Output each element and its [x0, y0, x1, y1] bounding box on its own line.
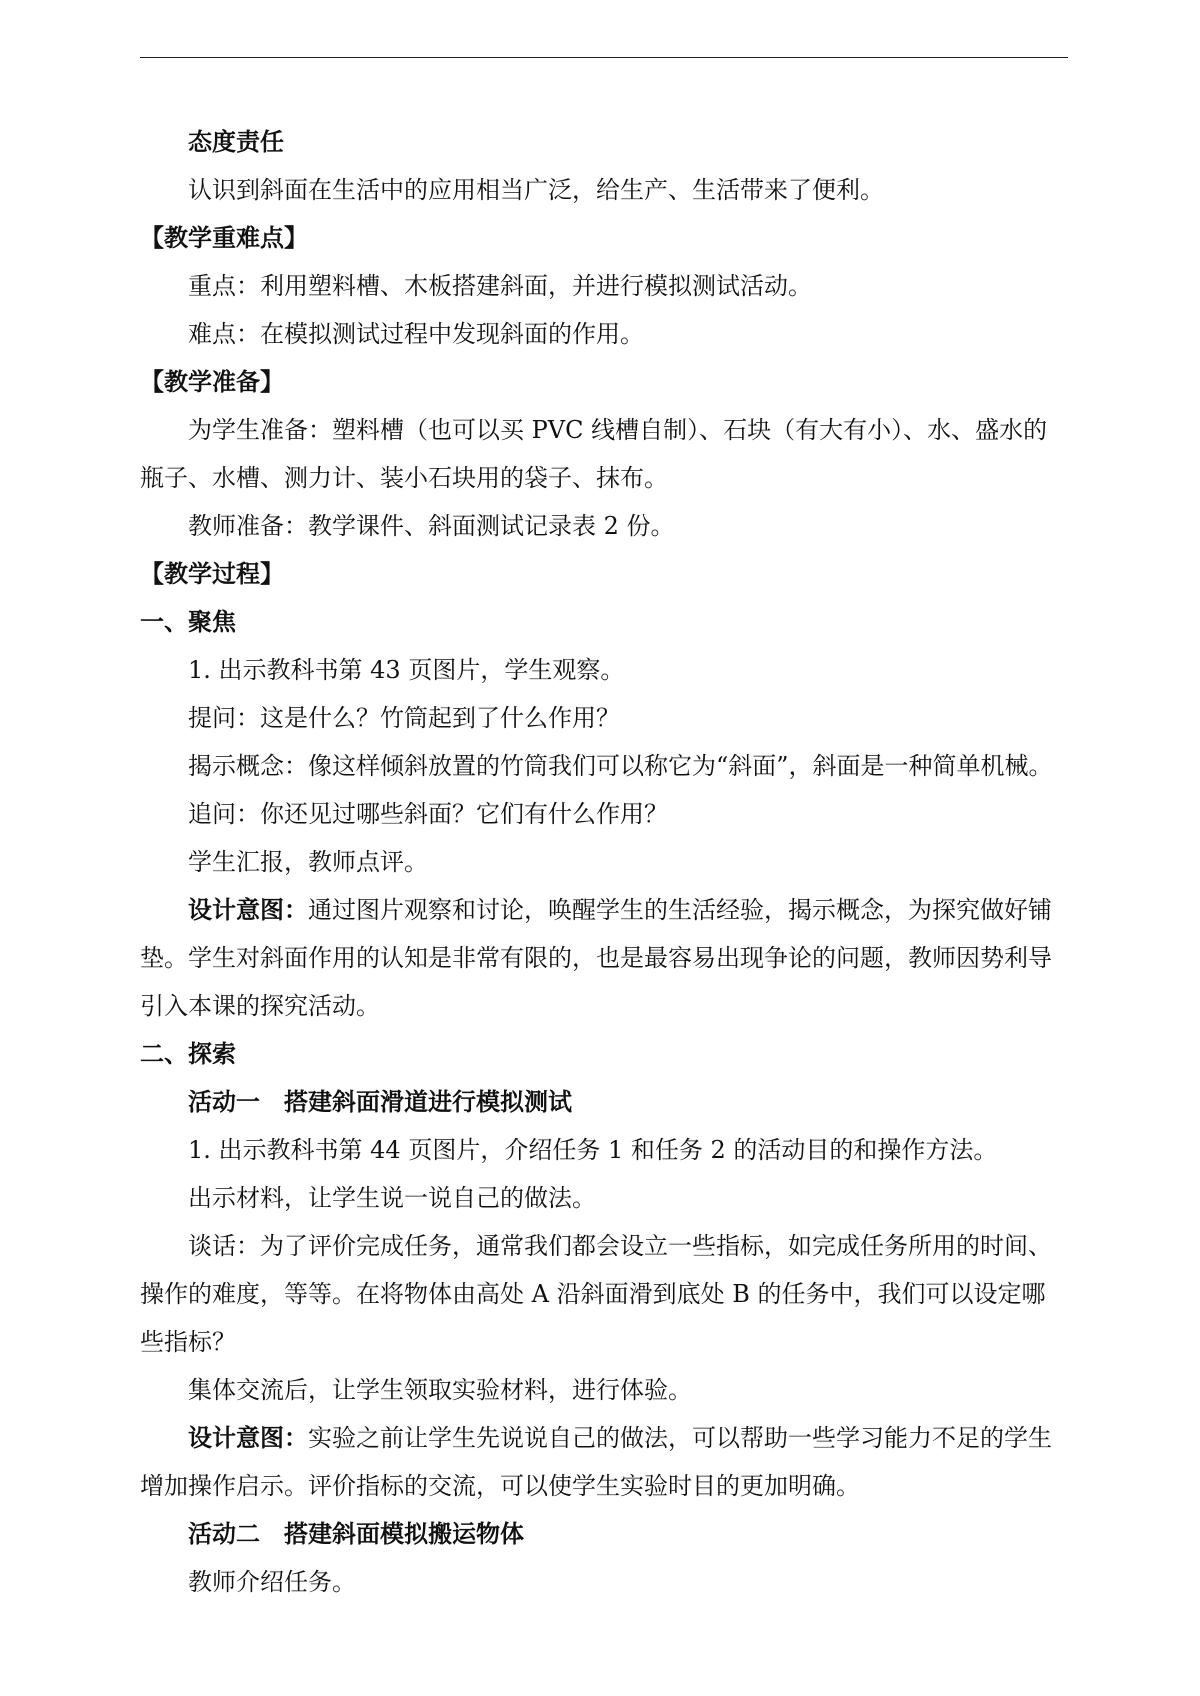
focus-question: 提问：这是什么？竹筒起到了什么作用？ [188, 704, 620, 732]
design-intent-text: 实验之前让学生先说说自己的做法，可以帮助一些学习能力不足的学生增加操作启示。评价指标的交流，可以使学生实验时目的更加明确。 [140, 1424, 1052, 1500]
focus-follow-up: 追问：你还见过哪些斜面？它们有什么作用？ [188, 800, 668, 828]
student-preparation-text: 为学生准备：塑料槽（也可以买 PVC 线槽自制）、石块（有大有小）、水、盛水的瓶子、水槽、测力计、装小石块用的袋子、抹布。 [140, 416, 1048, 492]
attitude-text: 认识到斜面在生活中的应用相当广泛，给生产、生活带来了便利。 [188, 176, 884, 204]
activity-1-talk: 谈话：为了评价完成任务，通常我们都会设立一些指标，如完成任务所用的时间、操作的难度，等等。在将物体由高处 A 沿斜面滑到底处 B 的任务中，我们可以设定哪些指标？ [140, 1232, 1052, 1356]
teacher-preparation-text: 教师准备：教学课件、斜面测试记录表 2 份。 [188, 512, 675, 540]
focus-design-intent [140, 886, 1068, 1030]
focus-report: 学生汇报，教师点评。 [188, 848, 428, 876]
design-intent-label: 设计意图： [188, 1423, 308, 1452]
header-rule [140, 57, 1068, 58]
attitude-heading: 态度责任 [188, 127, 284, 156]
focus-step-1: 1. 出示教科书第 43 页图片，学生观察。 [188, 656, 625, 684]
activity-2-intro: 教师介绍任务。 [188, 1568, 356, 1596]
focus-concept: 揭示概念：像这样倾斜放置的竹筒我们可以称它为“斜面”，斜面是一种简单机械。 [188, 752, 1053, 780]
preparation-heading: 【教学准备】 [140, 367, 284, 396]
difficult-point-text: 难点：在模拟测试过程中发现斜面的作用。 [188, 320, 644, 348]
activity-1-design-intent [140, 1414, 1068, 1510]
key-point-text: 重点：利用塑料槽、木板搭建斜面，并进行模拟测试活动。 [188, 272, 812, 300]
design-intent-text: 通过图片观察和讨论，唤醒学生的生活经验，揭示概念，为探究做好铺垫。学生对斜面作用的认知是非常有限的，也是最容易出现争论的问题，教师因势利导引入本课的探究活动。 [140, 896, 1052, 1020]
activity-1-step-1: 1. 出示教科书第 44 页图片，介绍任务 1 和任务 2 的活动目的和操作方法。 [188, 1136, 998, 1164]
activity-1-materials: 出示材料，让学生说一说自己的做法。 [188, 1184, 596, 1212]
activity-1-exchange: 集体交流后，让学生领取实验材料，进行体验。 [188, 1376, 692, 1404]
explore-heading: 二、探索 [140, 1039, 236, 1068]
process-heading: 【教学过程】 [140, 559, 284, 588]
key-points-heading: 【教学重难点】 [140, 223, 308, 252]
activity-1-title: 活动一 搭建斜面滑道进行模拟测试 [188, 1087, 572, 1116]
activity-2-title: 活动二 搭建斜面模拟搬运物体 [188, 1519, 524, 1548]
lesson-content [140, 118, 1068, 1606]
design-intent-label: 设计意图： [188, 895, 308, 924]
focus-heading: 一、聚焦 [140, 607, 236, 636]
